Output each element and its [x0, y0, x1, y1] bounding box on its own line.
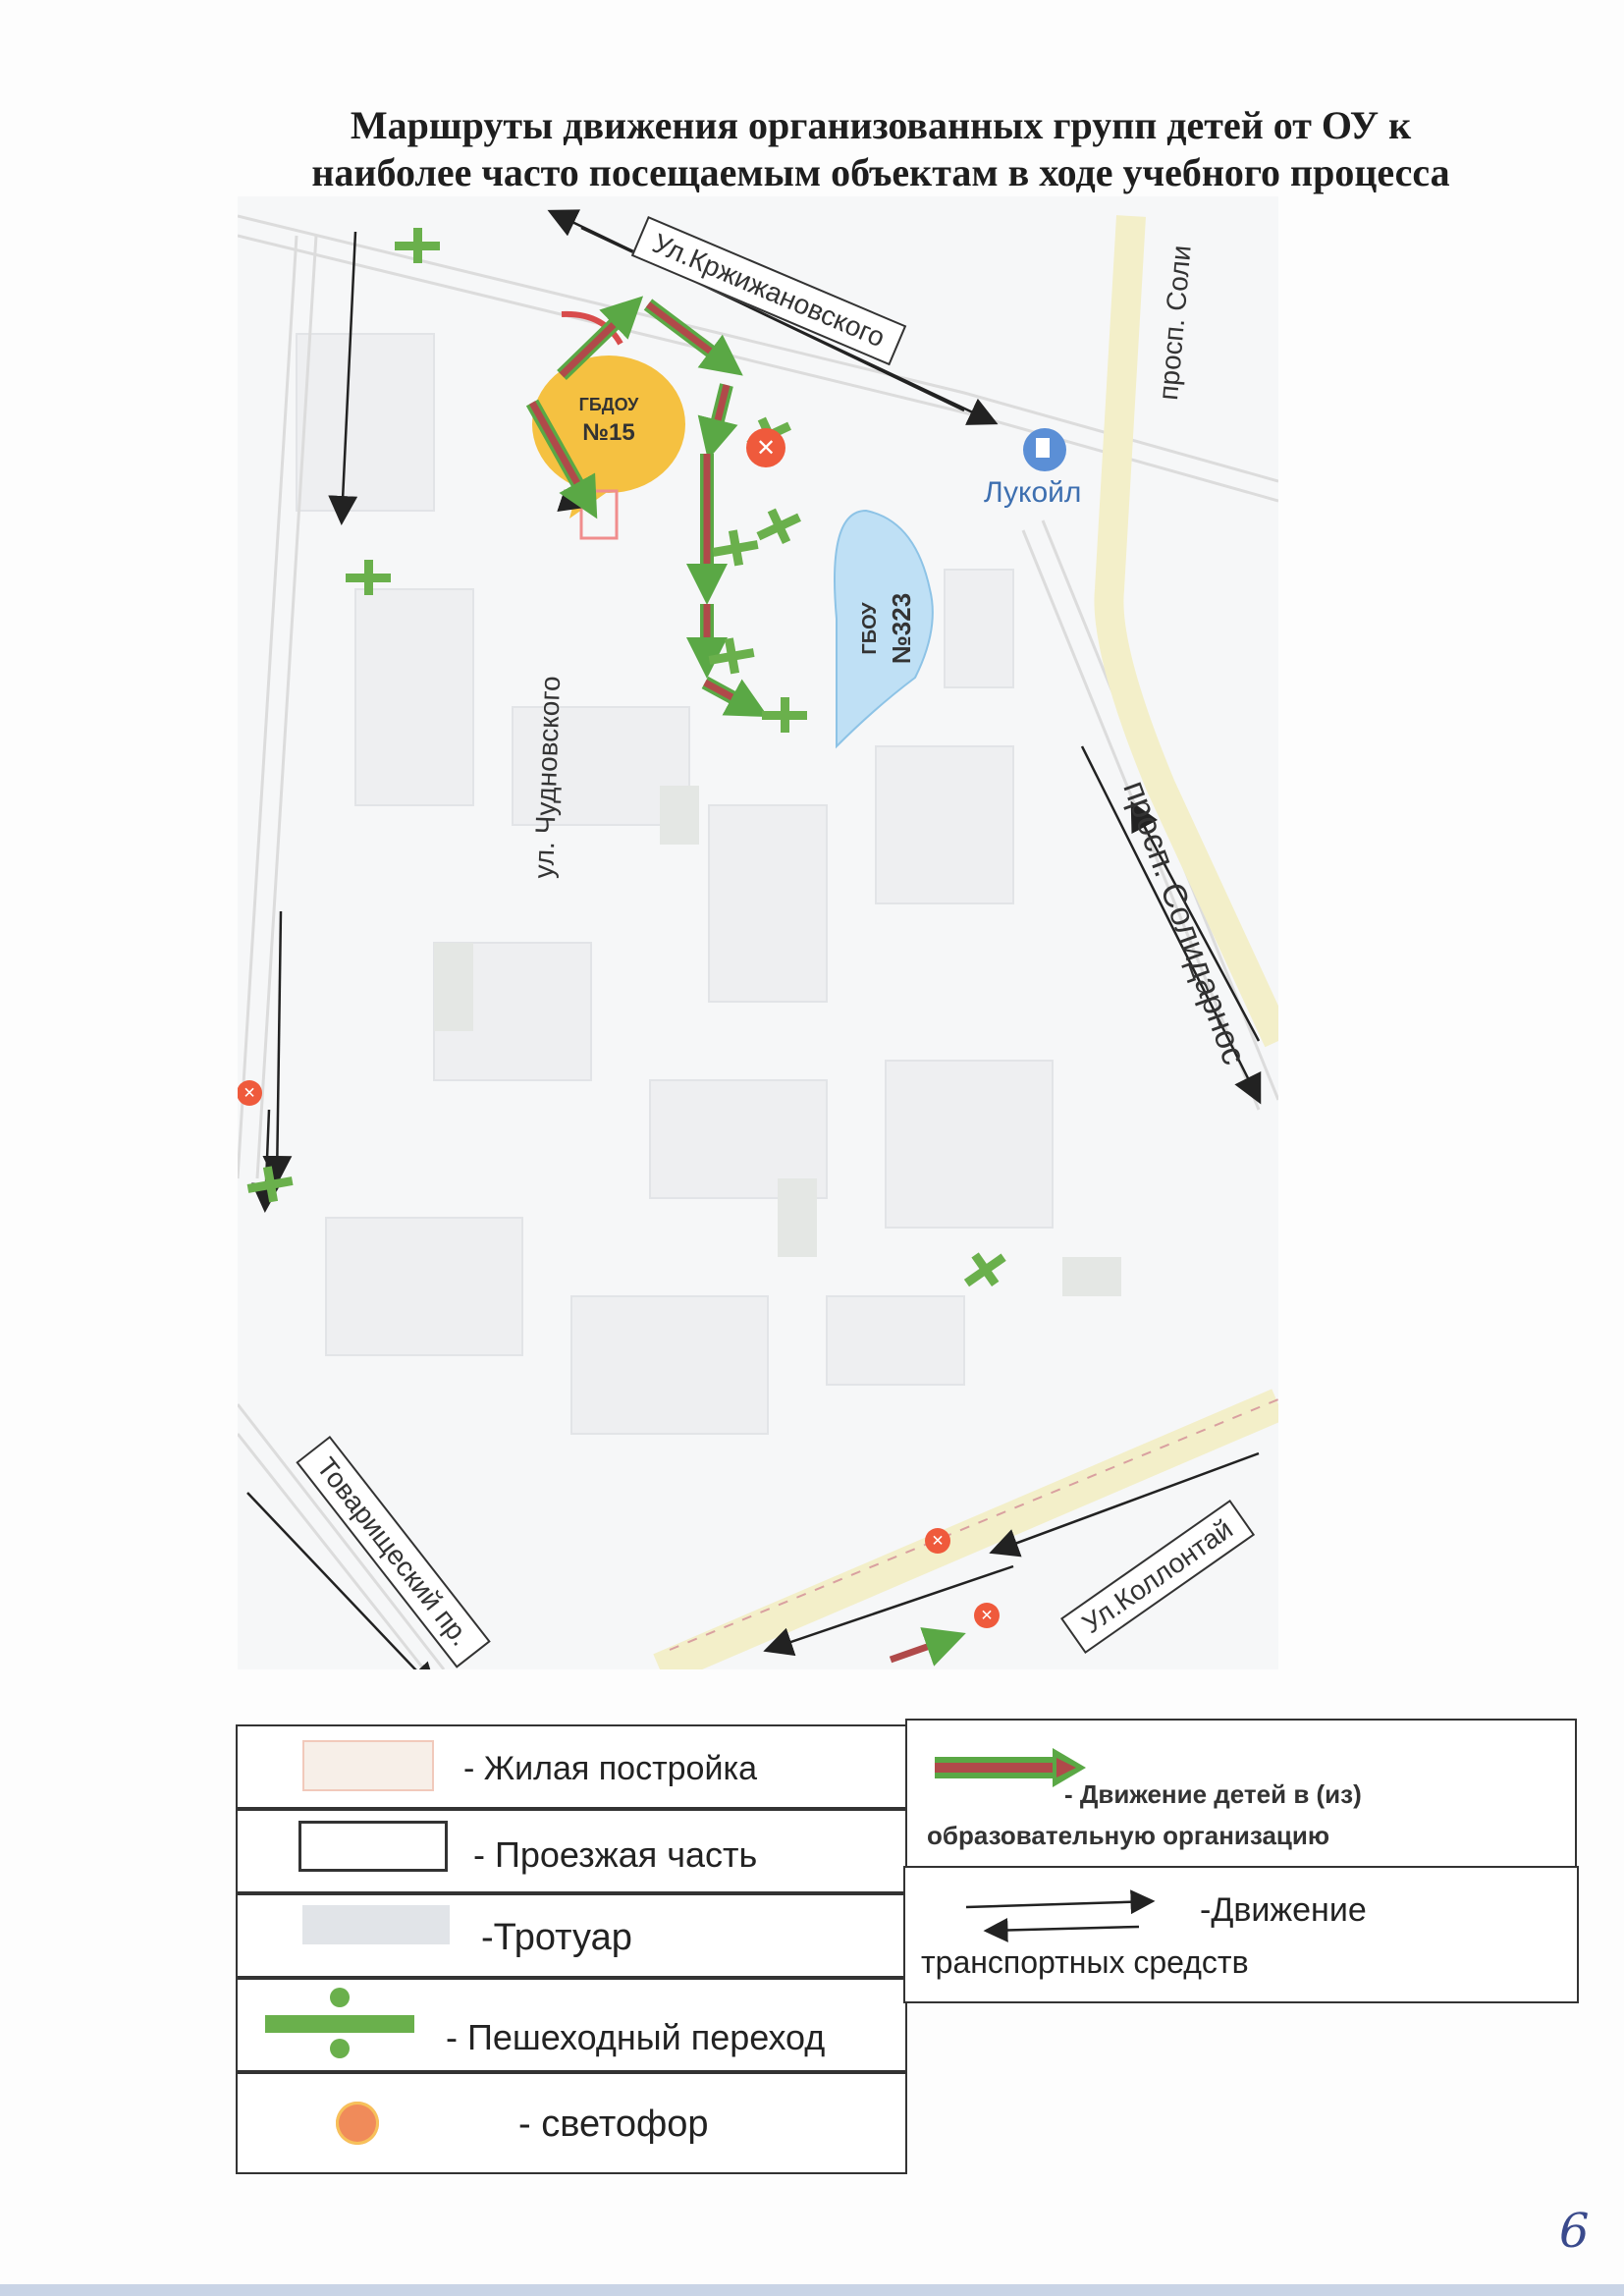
street-label-kollontai: Ул.Коллонтай: [1060, 1500, 1255, 1654]
pedestrian-crossing-icon: [762, 697, 807, 733]
title-line-2: наиболее часто посещаемым объектам в ходе учебного процесса: [311, 150, 1450, 194]
gbdou-label: ГБДОУ: [578, 395, 639, 414]
street-label-solidarnosti: просп. Солидарнос: [1115, 776, 1254, 1070]
scan-edge: [0, 2284, 1624, 2296]
traffic-light-icon: ✕: [746, 428, 785, 467]
legend-residential-label: - Жилая постройка: [463, 1750, 757, 1787]
title-line-1: Маршруты движения организованных групп детей от ОУ к: [350, 103, 1412, 147]
legend-vehicle-movement-label-2: транспортных средств: [921, 1944, 1249, 1980]
gbdou-15-marker: [532, 314, 685, 538]
traffic-light-swatch: [336, 2102, 379, 2145]
legend-children-movement-label-2: образовательную организацию: [927, 1821, 1330, 1850]
legend-vehicle-movement: [903, 1866, 1579, 2003]
gbou-number: №323: [887, 592, 916, 665]
legend-sidewalk-label: -Тротуар: [481, 1917, 632, 1958]
legend-crossing: [236, 1978, 907, 2072]
street-label-tovarishchesky: Товарищеский пр.: [296, 1436, 490, 1668]
legend-residential: [236, 1724, 907, 1809]
gbdou-number: №15: [582, 419, 635, 446]
residential-blocks: [297, 334, 1053, 1434]
gas-station-icon: [1023, 428, 1066, 471]
page-title: [147, 102, 1614, 196]
legend-traffic-light-label: - светофор: [518, 2104, 709, 2145]
legend-roadway: [236, 1809, 907, 1893]
street-label-solidarnosti-top: просп. Соли: [1153, 244, 1197, 402]
legend-roadway-label: - Проезжая часть: [473, 1834, 758, 1875]
legend-children-movement: [905, 1719, 1577, 1870]
residential-swatch: [302, 1740, 434, 1791]
gas-station-label: Лукойл: [984, 476, 1082, 509]
legend-sidewalk: [236, 1893, 907, 1978]
map-canvas: [238, 196, 1278, 1669]
street-label-chudnovskogo: ул. Чудновского: [528, 675, 567, 880]
traffic-light-icon: ✕: [974, 1603, 1000, 1628]
page-number: 6: [1559, 2204, 1590, 2259]
gbou-323-marker: [835, 511, 933, 746]
crossing-swatch-dot-bottom: [330, 2039, 350, 2058]
sidewalk-swatch: [302, 1905, 450, 1944]
traffic-light-icon: ✕: [238, 1080, 262, 1106]
pedestrian-crossing-icon: [346, 560, 391, 595]
street-label-krzhizhanovskogo: Ул.Кржижановского: [631, 216, 906, 365]
route-map: [238, 196, 1278, 1669]
traffic-light-icon: ✕: [925, 1528, 950, 1554]
gbou-label: ГБОУ: [859, 602, 881, 655]
vehicle-movement-swatch: [966, 1884, 1163, 1942]
pedestrian-crossing-icon: [395, 228, 440, 263]
legend-vehicle-movement-label-1: -Движение: [1200, 1891, 1367, 1929]
legend-traffic-light: [236, 2072, 907, 2174]
legend-crossing-label: - Пешеходный переход: [446, 2017, 826, 2057]
crossing-swatch-bar: [265, 2015, 414, 2033]
roadway-swatch: [298, 1821, 448, 1872]
legend-children-movement-label-1: - Движение детей в (из): [1064, 1779, 1362, 1809]
crossing-swatch-dot-top: [330, 1988, 350, 2007]
